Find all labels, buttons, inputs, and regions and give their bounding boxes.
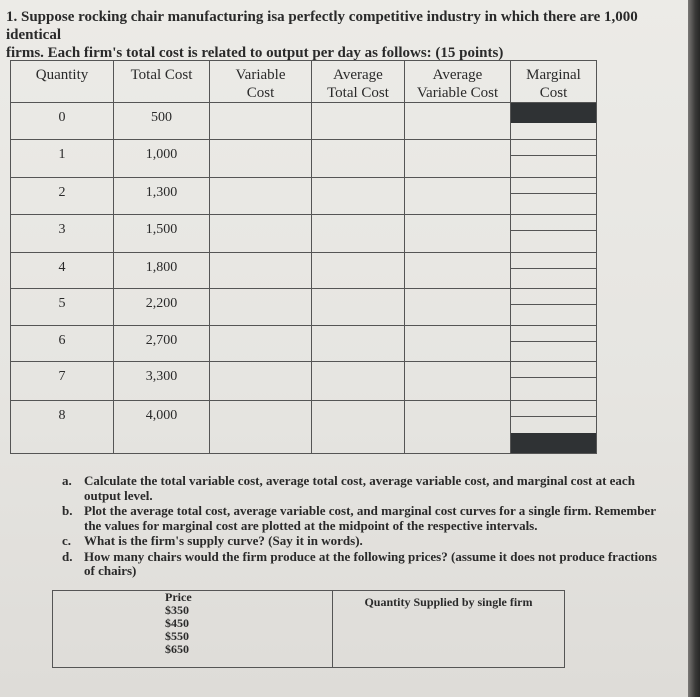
price-value: $550 xyxy=(165,629,189,643)
price-value: $350 xyxy=(165,603,189,617)
average-variable-cost-cell[interactable] xyxy=(405,215,511,253)
total-cost-cell: 500 xyxy=(114,103,210,140)
average-total-cost-cell[interactable] xyxy=(312,326,405,362)
cost-table-header-row xyxy=(11,61,597,103)
question-a: a. Calculate the total variable cost, average total cost, average variable cost, and marginal cost at each output level. xyxy=(62,473,635,503)
table-row xyxy=(11,103,597,140)
average-total-cost-cell[interactable] xyxy=(312,289,405,326)
quantity-cell: 0 xyxy=(11,103,114,140)
average-variable-cost-cell[interactable] xyxy=(405,103,511,140)
interval-divider xyxy=(511,268,596,269)
header-quantity: Quantity xyxy=(11,61,114,103)
variable-cost-cell[interactable] xyxy=(210,401,312,454)
marginal-cost-cell[interactable] xyxy=(511,215,597,253)
table-row xyxy=(11,289,597,326)
variable-cost-cell[interactable] xyxy=(210,215,312,253)
price-value: $650 xyxy=(165,642,189,656)
total-cost-cell: 1,500 xyxy=(114,215,210,253)
average-total-cost-cell[interactable] xyxy=(312,103,405,140)
marginal-cost-cell[interactable] xyxy=(511,253,597,289)
average-variable-cost-cell[interactable] xyxy=(405,401,511,454)
question-d: d. How many chairs would the firm produce at the following prices? (assume it does not produce fractions of chairs) xyxy=(62,548,657,578)
quantity-cell: 3 xyxy=(11,215,114,253)
interval-divider xyxy=(511,377,596,378)
question-c: c. What is the firm's supply curve? (Say it in words). xyxy=(62,533,363,548)
marginal-cost-cell[interactable] xyxy=(511,103,597,140)
header-marginal-cost: Marginal Cost xyxy=(511,61,597,103)
quantity-cell: 2 xyxy=(11,178,114,215)
total-cost-cell: 1,300 xyxy=(114,178,210,215)
interval-divider xyxy=(511,341,596,342)
variable-cost-cell[interactable] xyxy=(210,326,312,362)
average-total-cost-cell[interactable] xyxy=(312,178,405,215)
header-variable-cost: Variable Cost xyxy=(210,61,312,103)
variable-cost-cell[interactable] xyxy=(210,362,312,401)
interval-divider xyxy=(511,155,596,156)
quantity-cell: 7 xyxy=(11,362,114,401)
total-cost-cell: 1,800 xyxy=(114,253,210,289)
interval-divider xyxy=(511,304,596,305)
average-total-cost-cell[interactable] xyxy=(312,253,405,289)
variable-cost-cell[interactable] xyxy=(210,178,312,215)
marginal-cost-cell[interactable] xyxy=(511,401,597,454)
marginal-cost-cell[interactable] xyxy=(511,289,597,326)
problem-line-1: 1. Suppose rocking chair manufacturing isa perfectly competitive industry in which there are 1,000 identical xyxy=(6,9,638,43)
price-header: Price xyxy=(165,590,192,604)
quantity-cell: 6 xyxy=(11,326,114,362)
average-variable-cost-cell[interactable] xyxy=(405,362,511,401)
quantity-cell: 4 xyxy=(11,253,114,289)
header-average-total-cost: Average Total Cost xyxy=(312,61,405,103)
total-cost-cell: 4,000 xyxy=(114,401,210,454)
marginal-cost-cell[interactable] xyxy=(511,326,597,362)
variable-cost-cell[interactable] xyxy=(210,289,312,326)
price-table xyxy=(52,590,565,668)
shaded-block xyxy=(511,103,596,123)
average-variable-cost-cell[interactable] xyxy=(405,140,511,178)
price-value: $450 xyxy=(165,616,189,630)
table-row xyxy=(11,401,597,454)
interval-divider xyxy=(511,416,596,417)
table-row xyxy=(11,362,597,401)
variable-cost-cell[interactable] xyxy=(210,253,312,289)
total-cost-cell: 2,700 xyxy=(114,326,210,362)
shaded-block xyxy=(511,433,596,453)
question-list xyxy=(62,474,662,580)
total-cost-cell: 1,000 xyxy=(114,140,210,178)
average-variable-cost-cell[interactable] xyxy=(405,178,511,215)
average-total-cost-cell[interactable] xyxy=(312,362,405,401)
question-b: b. Plot the average total cost, average variable cost, and marginal cost curves for a single firm. Remember the values for marginal cost are plotted at the midpoint of the respective intervals. xyxy=(62,503,656,533)
total-cost-cell: 2,200 xyxy=(114,289,210,326)
problem-line-2: firms. Each firm's total cost is related to output per day as follows: (15 points) xyxy=(6,45,504,61)
desk-edge xyxy=(688,0,700,697)
quantity-cell: 5 xyxy=(11,289,114,326)
variable-cost-cell[interactable] xyxy=(210,140,312,178)
table-row xyxy=(11,326,597,362)
average-total-cost-cell[interactable] xyxy=(312,215,405,253)
marginal-cost-cell[interactable] xyxy=(511,362,597,401)
quantity-supplied-header: Quantity Supplied by single firm xyxy=(364,595,533,609)
marginal-cost-cell[interactable] xyxy=(511,140,597,178)
header-average-variable-cost: Average Variable Cost xyxy=(405,61,511,103)
interval-divider xyxy=(511,193,596,194)
average-variable-cost-cell[interactable] xyxy=(405,326,511,362)
total-cost-cell: 3,300 xyxy=(114,362,210,401)
average-variable-cost-cell[interactable] xyxy=(405,289,511,326)
cost-table xyxy=(10,60,597,454)
quantity-cell: 1 xyxy=(11,140,114,178)
table-row xyxy=(11,215,597,253)
average-total-cost-cell[interactable] xyxy=(312,140,405,178)
marginal-cost-cell[interactable] xyxy=(511,178,597,215)
table-row xyxy=(11,140,597,178)
price-column xyxy=(53,591,333,668)
variable-cost-cell[interactable] xyxy=(210,103,312,140)
table-row xyxy=(11,253,597,289)
quantity-supplied-column[interactable] xyxy=(333,591,565,668)
average-variable-cost-cell[interactable] xyxy=(405,253,511,289)
problem-statement xyxy=(6,8,686,62)
interval-divider xyxy=(511,230,596,231)
header-total-cost: Total Cost xyxy=(114,61,210,103)
average-total-cost-cell[interactable] xyxy=(312,401,405,454)
quantity-cell: 8 xyxy=(11,401,114,454)
table-row xyxy=(11,178,597,215)
